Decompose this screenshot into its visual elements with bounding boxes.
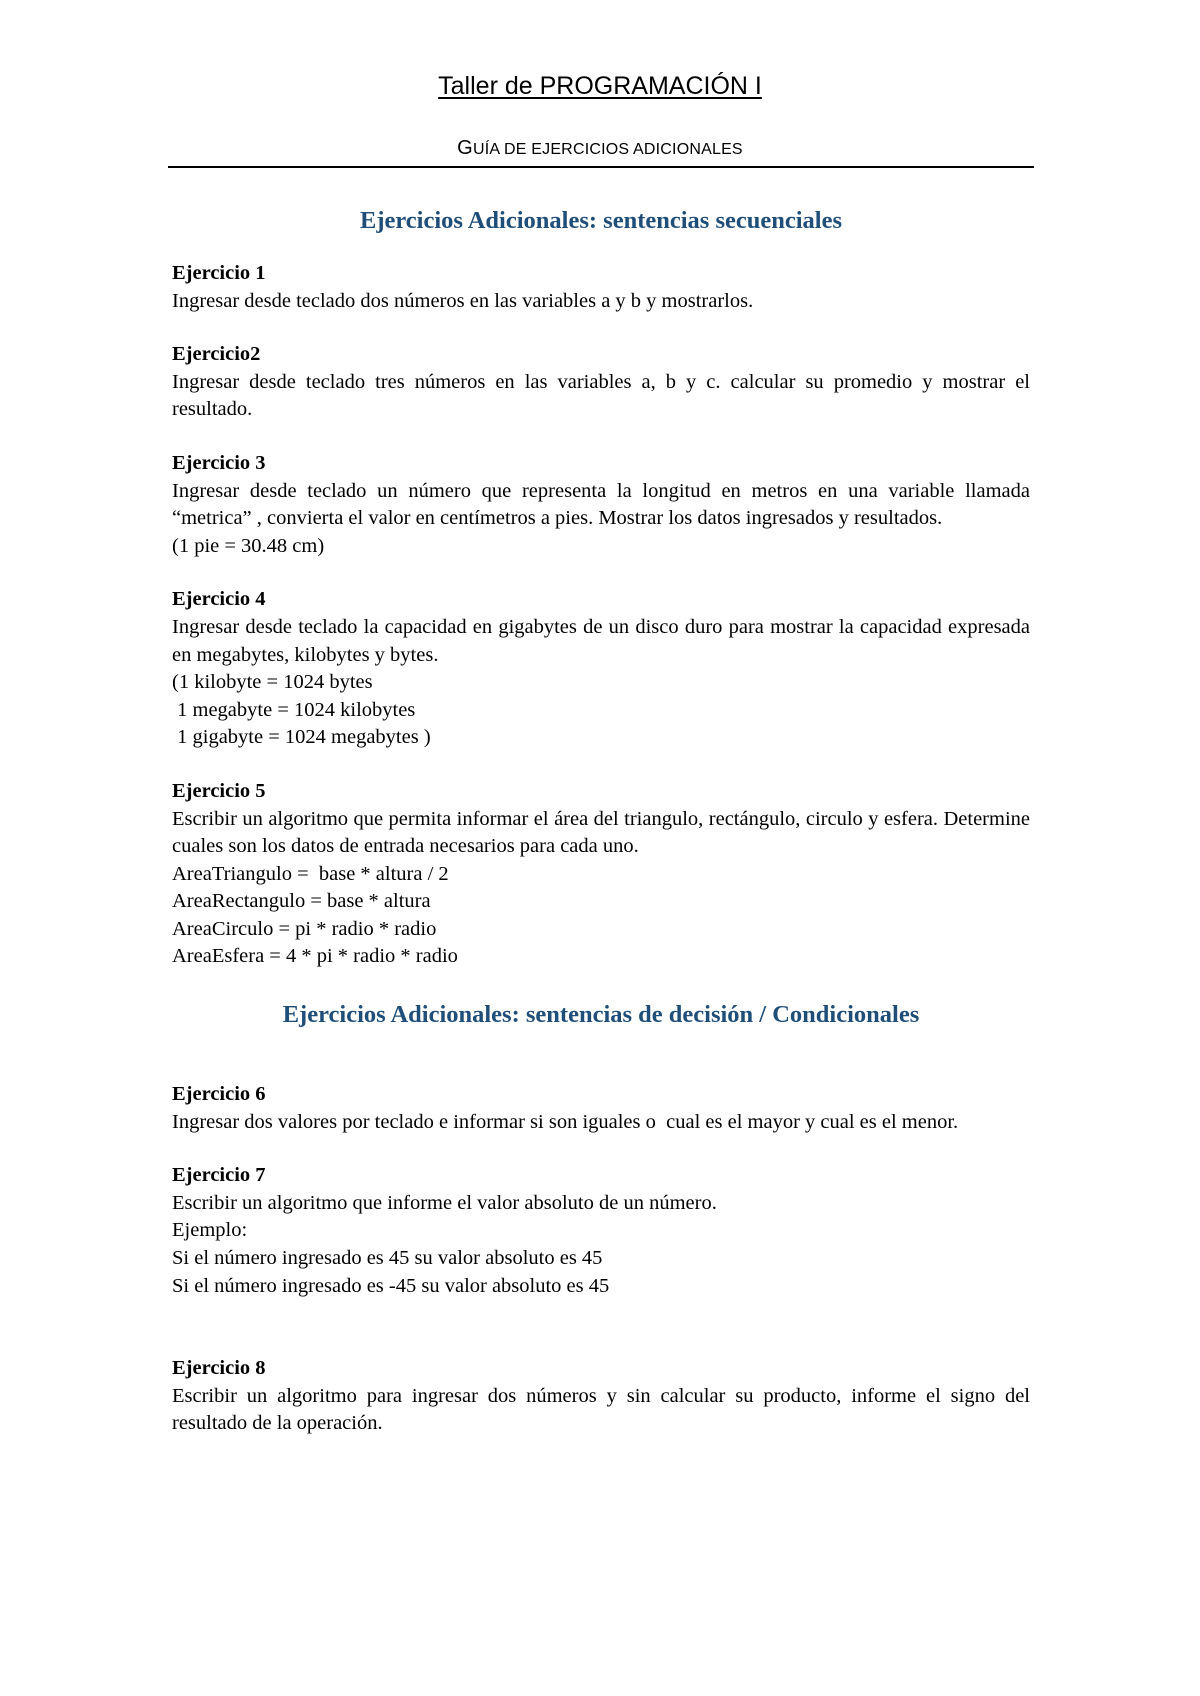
exercise-line: Si el número ingresado es -45 su valor absoluto es 45: [172, 1274, 610, 1297]
exercise-paragraph: Ingresar dos valores por teclado e informar si son iguales o cual es el mayor y cual es el menor.: [172, 1110, 959, 1133]
document-title: Taller de PROGRAMACIÓN I: [438, 72, 762, 100]
exercise-paragraph: Ingresar desde teclado un número que representa la longitud en metros en una variable llamada “metrica” , convierta el valor en centímetros a pies. Mostrar los datos ingresados y resultados.: [172, 479, 1030, 530]
exercise-title: Ejercicio 6: [172, 1083, 266, 1106]
document-body: [172, 205, 1030, 1464]
exercise-paragraph: Escribir un algoritmo para ingresar dos números y sin calcular su producto, informe el signo del resultado de la operación.: [172, 1384, 1030, 1435]
exercise-7: [172, 1162, 1030, 1300]
exercise-line: (1 pie = 30.48 cm): [172, 534, 325, 557]
exercise-paragraph: Escribir un algoritmo que permita informar el área del triangulo, rectángulo, circulo y esfera. Determine cuales son los datos de entrada necesarios para cada uno.: [172, 807, 1030, 858]
header-divider: [168, 166, 1034, 168]
exercise-2: [172, 341, 1030, 424]
exercise-5: [172, 778, 1030, 971]
exercise-title: Ejercicio 4: [172, 588, 266, 611]
exercise-3: [172, 450, 1030, 560]
subtitle-rest: UÍA DE EJERCICIOS ADICIONALES: [472, 141, 743, 158]
formula-line: AreaTriangulo = base * altura / 2: [172, 862, 449, 885]
exercise-line: Si el número ingresado es 45 su valor absoluto es 45: [172, 1247, 603, 1270]
exercise-title: Ejercicio 8: [172, 1357, 266, 1380]
exercise-line: Ejemplo:: [172, 1219, 248, 1242]
formula-line: AreaRectangulo = base * altura: [172, 890, 431, 913]
exercise-title: Ejercicio2: [172, 343, 261, 366]
exercise-8: [172, 1355, 1030, 1438]
section-title-condicionales: Ejercicios Adicionales: sentencias de decisión / Condicionales: [282, 1001, 920, 1029]
exercise-title: Ejercicio 7: [172, 1164, 266, 1187]
exercise-6: [172, 1081, 1030, 1136]
exercise-4: [172, 586, 1030, 752]
exercise-line: 1 gigabyte = 1024 megabytes ): [172, 726, 431, 749]
subtitle-initial: G: [457, 137, 473, 159]
document-subtitle: [0, 137, 1200, 161]
exercise-line: Ingresar desde teclado dos números en las variables a y b y mostrarlos.: [172, 289, 754, 312]
exercise-title: Ejercicio 1: [172, 262, 266, 284]
exercise-1: [172, 260, 1030, 315]
exercise-line: Escribir un algoritmo que informe el valor absoluto de un número.: [172, 1191, 717, 1214]
exercise-title: Ejercicio 5: [172, 779, 266, 802]
exercise-line: (1 kilobyte = 1024 bytes: [172, 671, 373, 694]
exercise-line: 1 megabyte = 1024 kilobytes: [172, 698, 416, 721]
exercise-paragraph: Ingresar desde teclado tres números en las variables a, b y c. calcular su promedio y mostrar el resultado.: [172, 370, 1030, 421]
exercise-paragraph: Ingresar desde teclado la capacidad en gigabytes de un disco duro para mostrar la capacidad expresada en megabytes, kilobytes y bytes.: [172, 615, 1030, 666]
formula-line: AreaCirculo = pi * radio * radio: [172, 917, 437, 940]
exercise-title: Ejercicio 3: [172, 451, 266, 474]
formula-line: AreaEsfera = 4 * pi * radio * radio: [172, 945, 458, 968]
section-title-secuenciales: Ejercicios Adicionales: sentencias secuenciales: [360, 207, 842, 234]
